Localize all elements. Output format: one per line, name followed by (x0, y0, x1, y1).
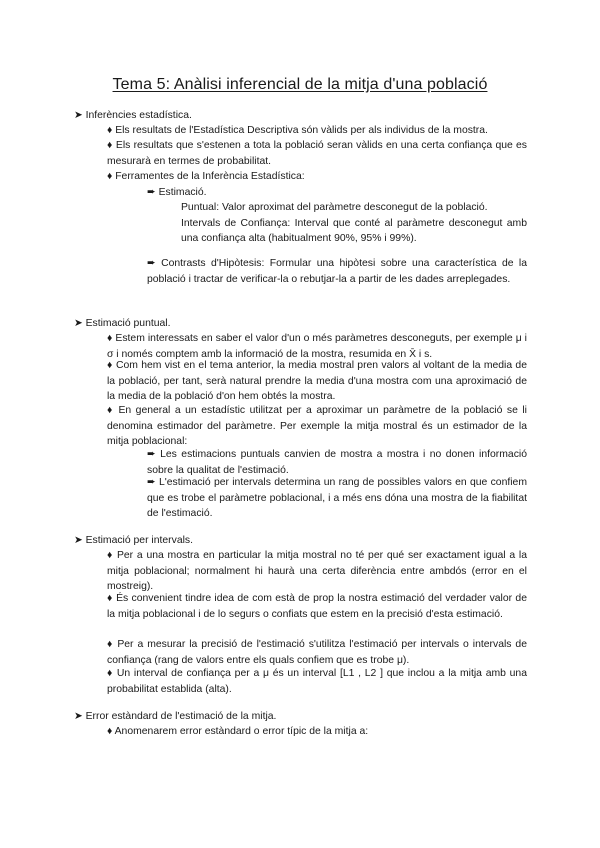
list-item: ♦ Com hem vist en el tema anterior, la media mostral pren valors al voltant de la media de la població, per tant, serà natural prendre la media d'una mostra com una aproximació de la media de la població d'on hem obtés la mostra. (107, 360, 527, 403)
list-item: ♦ Per a mesurar la precisió de l'estimació s'utilitza l'estimació per intervals o intervals de confiança (rang de valors entre els quals confiem que es trobe μ). (107, 639, 527, 666)
list-item: ♦ Ferramentes de la Inferència Estadística: (107, 171, 305, 182)
section-heading-estimacio-intervals: ➤ Estimació per intervals. (74, 535, 194, 546)
section-heading-estimacio-puntual: ➤ Estimació puntual. (74, 318, 171, 329)
list-item: ♦ És convenient tindre idea de com està de prop la nostra estimació del verdader valor de la mitja poblacional i de lo segurs o confiats que estem en la precisió d'esta estimació. (107, 593, 527, 620)
definition-intervals: Intervals de Confiança: Interval que conté al paràmetre desconegut amb una confiança alta (habitualment 90%, 95% i 99%). (181, 217, 527, 245)
list-item: ♦ Anomenarem error estàndard o error típic de la mitja a: (107, 726, 369, 737)
section-heading-error-estandard: ➤ Error estàndard de l'estimació de la mitja. (74, 711, 277, 722)
sub-item: ➨ Les estimacions puntuals canvien de mostra a mostra i no donen informació sobre la qualitat de l'estimació. (147, 449, 527, 476)
definition-puntual: Puntual: Valor aproximat del paràmetre desconegut de la població. (181, 202, 488, 213)
list-item: ♦ Un interval de confiança per a μ és un interval [L1 , L2 ] que inclou a la mitja amb una probabilitat establida (alta). (107, 668, 527, 695)
section-heading-inferencies: ➤ Inferències estadística. (74, 110, 192, 121)
sub-item: ➨ L'estimació per intervals determina un rang de possibles valors en que confiem que es trobe el paràmetre poblacional, i a més ens dóna una mostra de la fiabilitat de l'estimació. (147, 477, 527, 520)
sub-item-estimacio: ➨ Estimació. (147, 187, 207, 198)
list-item: ♦ Els resultats que s'estenen a tota la població seran vàlids en una certa confiança que es mesurarà en termes de probabilitat. (107, 140, 527, 167)
list-item: ♦ Per a una mostra en particular la mitja mostral no té per qué ser exactament igual a la mitja poblacional; normalment hi haurà una certa diferència entre ambdós (error en el mostreig). (107, 550, 527, 593)
list-item: ♦ Els resultats de l'Estadística Descriptiva són vàlids per als individus de la mostra. (107, 125, 488, 136)
list-item: ♦ En general a un estadístic utilitzat per a aproximar un paràmetre de la població se li denomina estimador del paràmetre. Per exemple la mitja mostral és un estimador de la mitja poblacional: (107, 405, 527, 448)
page-title: Tema 5: Anàlisi inferencial de la mitja d'una població (112, 76, 488, 93)
sub-item-contrasts: ➨ Contrasts d'Hipòtesis: Formular una hipòtesi sobre una característica de la població i tractar de verificar-la o rebutjar-la a partir de les dades arreplegades. (147, 258, 527, 285)
list-item: ♦ Estem interessats en saber el valor d'un o més paràmetres desconeguts, per exemple μ i σ i només comptem amb la informació de la mostra, resumida en X̄ i s. (107, 333, 527, 360)
